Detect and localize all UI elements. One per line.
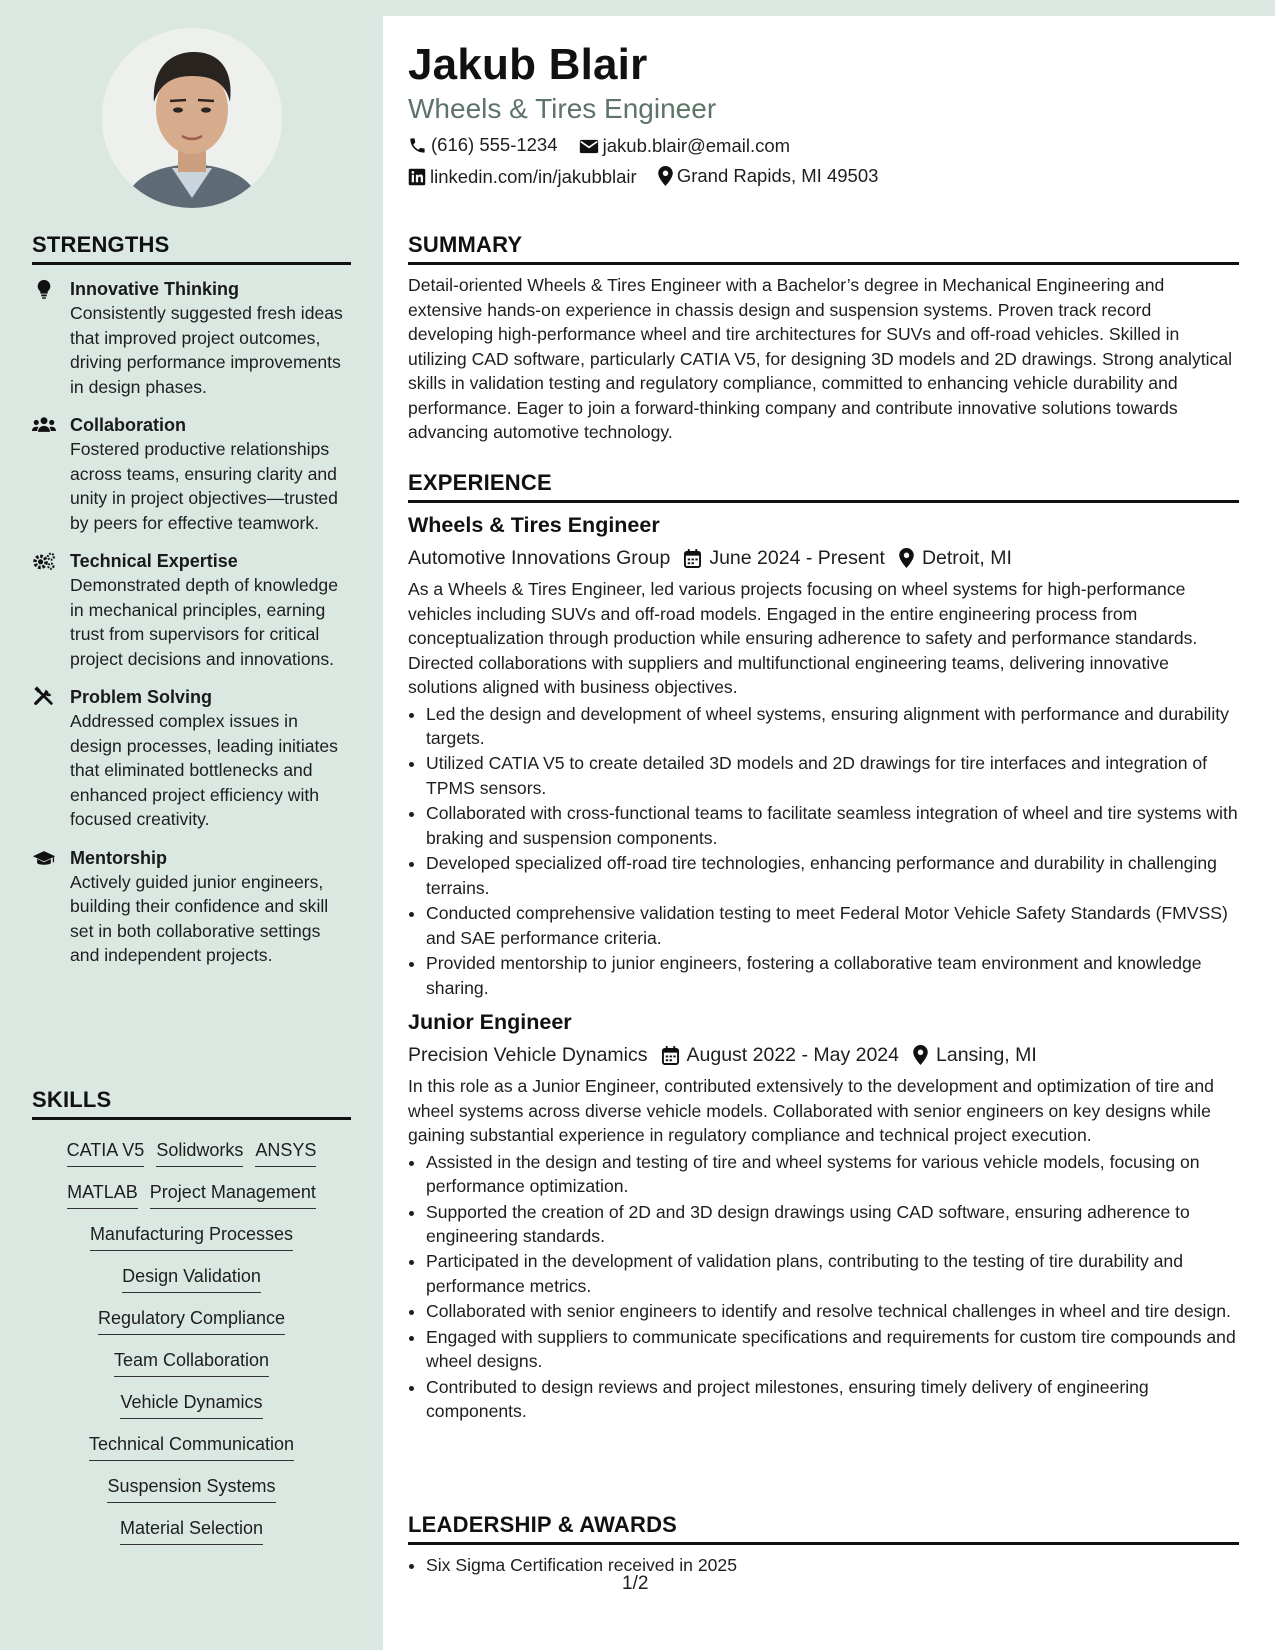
skills-heading: SKILLS: [32, 1087, 351, 1120]
skill-tag: Material Selection: [120, 1516, 263, 1545]
email-contact[interactable]: [579, 135, 790, 157]
gears-icon: [32, 550, 56, 572]
award-item: • Six Sigma Certification received in 2025: [426, 1553, 1239, 1577]
strength-description: Addressed complex issues in design processes, leading initiates that eliminated bottlenecks and enhanced project efficiency with focused creativity.: [70, 711, 338, 829]
job-meta: [408, 1042, 1239, 1068]
job-entry: [408, 1008, 1239, 1424]
linkedin-text: linkedin.com/in/jakubblair: [430, 166, 637, 187]
bullet-item: • Supported the creation of 2D and 3D design drawings using CAD software, ensuring adherence to engineering standards.: [426, 1200, 1239, 1249]
strength-item: [32, 277, 351, 399]
linkedin-icon: [408, 168, 426, 186]
skill-tag: Solidworks: [156, 1138, 243, 1167]
job-bullets: [408, 1150, 1239, 1424]
job-description: As a Wheels & Tires Engineer, led various projects focusing on wheel systems for high-performance vehicles including SUVs and off-road models. Engaged in the entire engineering process from conceptualization through production while ensuring adherence to safety and performance standards. Directed collaborations with suppliers and multifunctional engineering teams, delivering innovative solutions aligned with business objectives.: [408, 579, 1198, 697]
skill-tag: Project Management: [150, 1180, 316, 1209]
awards-heading: LEADERSHIP & AWARDS: [408, 1512, 1239, 1545]
strength-title: Innovative Thinking: [70, 279, 240, 299]
strength-description: Fostered productive relationships across teams, ensuring clarity and unity in project objectives—trusted by peers for effective teamwork.: [70, 439, 338, 533]
strength-title: Mentorship: [70, 847, 167, 868]
map-pin-icon: [899, 548, 914, 568]
summary-section: [408, 232, 1239, 445]
users-icon: [32, 414, 56, 436]
map-pin-icon: [913, 1045, 928, 1065]
location-text: Detroit, MI: [921, 547, 1012, 569]
strength-item: [32, 685, 351, 832]
company-name: Precision Vehicle Dynamics: [408, 1044, 648, 1067]
skill-tag: Technical Communication: [89, 1432, 294, 1461]
map-pin-icon: [658, 166, 673, 186]
job-entry: [408, 511, 1239, 1000]
summary-text: Detail-oriented Wheels & Tires Engineer with a Bachelor’s degree in Mechanical Engineering and extensive hands-on experience in chassis design and suspension systems. Proven track record developing high-performance wheel and tire architectures for SUVs and off-road vehicles. Skilled in utilizing CAD software, particularly CATIA V5, for designing 3D models and 2D drawings. Strong analytical skills in validation testing and regulatory compliance, committed to enhancing vehicle durability and performance. Eager to join a forward-thinking company and contribute innovative solutions towards advancing automotive technology.: [408, 275, 1233, 442]
company-name: Automotive Innovations Group: [408, 547, 671, 569]
linkedin-contact[interactable]: [408, 166, 637, 188]
phone-icon: [408, 136, 427, 155]
location-contact: [658, 165, 879, 187]
job-title: Junior Engineer: [408, 1010, 572, 1035]
strength-title: Problem Solving: [70, 687, 213, 707]
envelope-icon: [579, 138, 599, 155]
awards-list: [408, 1553, 1239, 1577]
candidate-name: Jakub Blair: [408, 40, 648, 89]
job-dates: [684, 545, 885, 571]
skill-tag: MATLAB: [67, 1180, 138, 1209]
job-meta: [408, 545, 1239, 571]
strength-title: Collaboration: [70, 415, 186, 435]
bullet-item: • Conducted comprehensive validation testing to meet Federal Motor Vehicle Safety Standards (FMVSS) and SAE performance criteria.: [426, 901, 1239, 950]
strength-title: Technical Expertise: [70, 551, 238, 571]
skill-tag: Manufacturing Processes: [90, 1222, 293, 1251]
skill-tag: ANSYS: [255, 1138, 316, 1167]
skill-tag: Suspension Systems: [107, 1474, 275, 1503]
skill-tag: Design Validation: [122, 1264, 261, 1293]
experience-heading: EXPERIENCE: [408, 470, 1239, 503]
job-location: [899, 545, 1012, 571]
strengths-heading: STRENGTHS: [32, 232, 351, 265]
candidate-title: Wheels & Tires Engineer: [408, 93, 717, 124]
skills-section: [32, 1087, 351, 1552]
bullet-item: • Contributed to design reviews and project milestones, ensuring timely delivery of engineering components.: [426, 1375, 1239, 1424]
dates-text: June 2024 - Present: [709, 547, 885, 569]
skill-tag: Team Collaboration: [114, 1348, 269, 1377]
location-text: Lansing, MI: [936, 1044, 1037, 1067]
bullet-item: • Participated in the development of validation plans, contributing to the testing of tire durability and performance metrics.: [426, 1249, 1239, 1298]
strength-item: [32, 413, 351, 535]
bullet-item: • Led the design and development of wheel systems, ensuring alignment with performance and durability targets.: [426, 702, 1239, 751]
email-text: jakub.blair@email.com: [602, 135, 791, 156]
profile-photo: [102, 28, 282, 208]
bullet-item: • Assisted in the design and testing of tire and wheel systems for various vehicle models, focusing on performance optimization.: [426, 1150, 1239, 1199]
strength-description: Demonstrated depth of knowledge in mechanical principles, earning trust from supervisors for critical project decisions and innovations.: [70, 575, 338, 669]
skill-tag: CATIA V5: [67, 1138, 145, 1167]
bullet-item: • Provided mentorship to junior engineers, fostering a collaborative team environment and knowledge sharing.: [426, 951, 1239, 1000]
strength-item: [32, 549, 351, 671]
skill-tag: Regulatory Compliance: [98, 1306, 285, 1335]
calendar-icon: [662, 1046, 679, 1065]
page-number: 1/2: [622, 1573, 649, 1594]
job-title: Wheels & Tires Engineer: [408, 513, 660, 537]
bullet-item: • Collaborated with senior engineers to identify and resolve technical challenges in wheel and tire design.: [426, 1299, 1239, 1323]
job-description: In this role as a Junior Engineer, contributed extensively to the development and optimization of tire and wheel systems across diverse vehicle models. Collaborated with senior engineers on key designs while gaining substantial experience in regulatory compliance and technical project execution.: [408, 1076, 1214, 1146]
phone-contact[interactable]: [408, 134, 558, 156]
bullet-item: • Engaged with suppliers to communicate specifications and requirements for custom tire compounds and wheel designs.: [426, 1325, 1239, 1374]
location-text: Grand Rapids, MI 49503: [676, 165, 879, 186]
summary-heading: SUMMARY: [408, 232, 1239, 265]
job-bullets: [408, 702, 1239, 1001]
skills-list: [32, 1120, 351, 1552]
skill-tag: Vehicle Dynamics: [120, 1390, 262, 1419]
experience-section: [408, 470, 1239, 1425]
strengths-section: [32, 232, 351, 968]
contact-row-1: [408, 134, 806, 160]
strength-description: Consistently suggested fresh ideas that improved project outcomes, driving performance improvements in design phases.: [70, 303, 343, 397]
bullet-item: • Collaborated with cross-functional teams to facilitate seamless integration of wheel and tire systems with braking and suspension components.: [426, 801, 1239, 850]
job-location: [913, 1042, 1037, 1068]
dates-text: August 2022 - May 2024: [686, 1044, 899, 1067]
bullet-item: • Developed specialized off-road tire technologies, enhancing performance and durability in challenging terrains.: [426, 851, 1239, 900]
strength-description: Actively guided junior engineers, building their confidence and skill set in both collaborative settings and independent projects.: [70, 871, 329, 965]
awards-section: [408, 1512, 1239, 1579]
strength-item: [32, 846, 351, 968]
lightbulb-icon: [32, 278, 56, 300]
bullet-item: • Utilized CATIA V5 to create detailed 3D models and 2D drawings for tire interfaces and integration of TPMS sensors.: [426, 751, 1239, 800]
calendar-icon: [684, 549, 701, 568]
contact-row-2: [408, 165, 894, 191]
phone-text: (616) 555-1234: [431, 134, 558, 155]
tools-icon: [32, 686, 56, 708]
graduation-cap-icon: [32, 847, 56, 869]
job-dates: [662, 1042, 899, 1068]
